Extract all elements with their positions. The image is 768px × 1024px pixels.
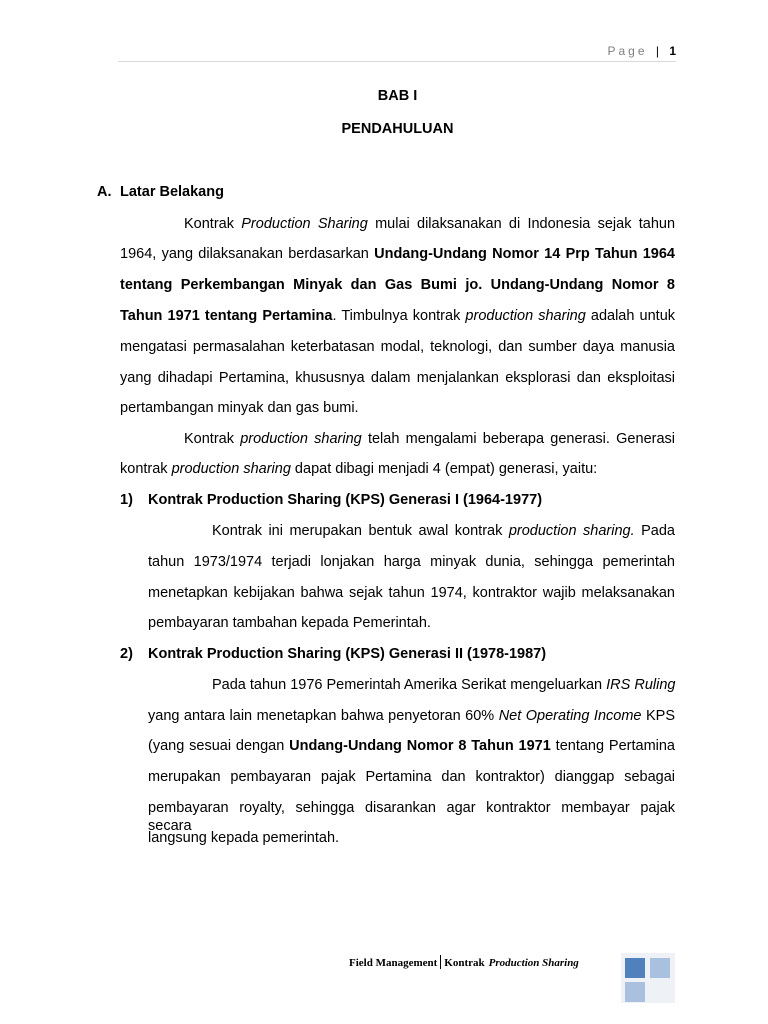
footer-left: Field Management <box>349 957 438 969</box>
list-item-line: pembayaran royalty, sehingga disarankan agar kontraktor membayar pajak secara <box>148 800 675 834</box>
list-item-line: Kontrak ini merupakan bentuk awal kontrak production sharing. Pada <box>212 523 675 539</box>
list-item-line: merupakan pembayaran pajak Pertamina dan kontraktor) dianggap sebagai <box>148 769 675 785</box>
footer-right: Production Sharing <box>488 957 579 969</box>
section-heading: Latar Belakang <box>120 184 224 200</box>
footer-decoration <box>621 953 675 1003</box>
list-item-line: tahun 1973/1974 terjadi lonjakan harga minyak dunia, sehingga pemerintah <box>148 554 675 570</box>
decor-square <box>625 982 645 1002</box>
page-footer <box>349 955 579 969</box>
list-item-heading: Kontrak Production Sharing (KPS) Generasi I (1964-1977) <box>148 492 543 508</box>
paragraph-1-line: 1964, yang dilaksanakan berdasarkan Undang-Undang Nomor 14 Prp Tahun 1964 <box>120 246 675 262</box>
list-item-line: menetapkan kebijakan bahwa sejak tahun 1974, kontraktor wajib melaksanakan <box>148 585 675 601</box>
paragraph-1-line: pertambangan minyak dan gas bumi. <box>120 400 359 416</box>
decor-square <box>650 958 670 978</box>
list-item-line: langsung kepada pemerintah. <box>148 830 340 846</box>
paragraph-1-line: mengatasi permasalahan keterbatasan modal, teknologi, dan sumber daya manusia <box>120 339 675 355</box>
page-separator: | <box>655 44 659 58</box>
header-rule <box>118 61 676 62</box>
paragraph-2-line: kontrak production sharing dapat dibagi menjadi 4 (empat) generasi, yaitu: <box>120 461 598 477</box>
footer-mid: Kontrak <box>444 957 485 969</box>
list-item-line: pembayaran tambahan kepada Pemerintah. <box>148 615 431 631</box>
page-word: Page <box>607 44 648 58</box>
paragraph-2-line: Kontrak production sharing telah mengalami beberapa generasi. Generasi <box>184 431 675 447</box>
footer-separator <box>440 955 441 969</box>
list-item-line: yang antara lain menetapkan bahwa penyetoran 60% Net Operating Income KPS <box>148 708 675 724</box>
paragraph-1-line: tentang Perkembangan Minyak dan Gas Bumi jo. Undang-Undang Nomor 8 <box>120 277 675 293</box>
page-number: 1 <box>669 44 676 58</box>
chapter-title: PENDAHULUAN <box>341 121 454 137</box>
list-item-line: Pada tahun 1976 Pemerintah Amerika Serikat mengeluarkan IRS Ruling <box>212 677 676 693</box>
paragraph-1-line: Kontrak Production Sharing mulai dilaksanakan di Indonesia sejak tahun <box>184 216 676 232</box>
decor-square <box>625 958 645 978</box>
list-marker: 1) <box>120 492 133 508</box>
list-item-heading: Kontrak Production Sharing (KPS) Generasi II (1978-1987) <box>148 646 547 662</box>
list-marker: 2) <box>120 646 133 662</box>
paragraph-1-line: Tahun 1971 tentang Pertamina. Timbulnya kontrak production sharing adalah untuk <box>120 308 676 324</box>
list-item-line: (yang sesuai dengan Undang-Undang Nomor 8 Tahun 1971 tentang Pertamina <box>148 738 675 754</box>
page-header <box>607 44 676 58</box>
chapter-number: BAB I <box>377 88 418 104</box>
paragraph-1-line: yang dihadapi Pertamina, khususnya dalam menjalankan eksplorasi dan eksploitasi <box>120 370 675 386</box>
section-marker: A. <box>97 184 112 200</box>
